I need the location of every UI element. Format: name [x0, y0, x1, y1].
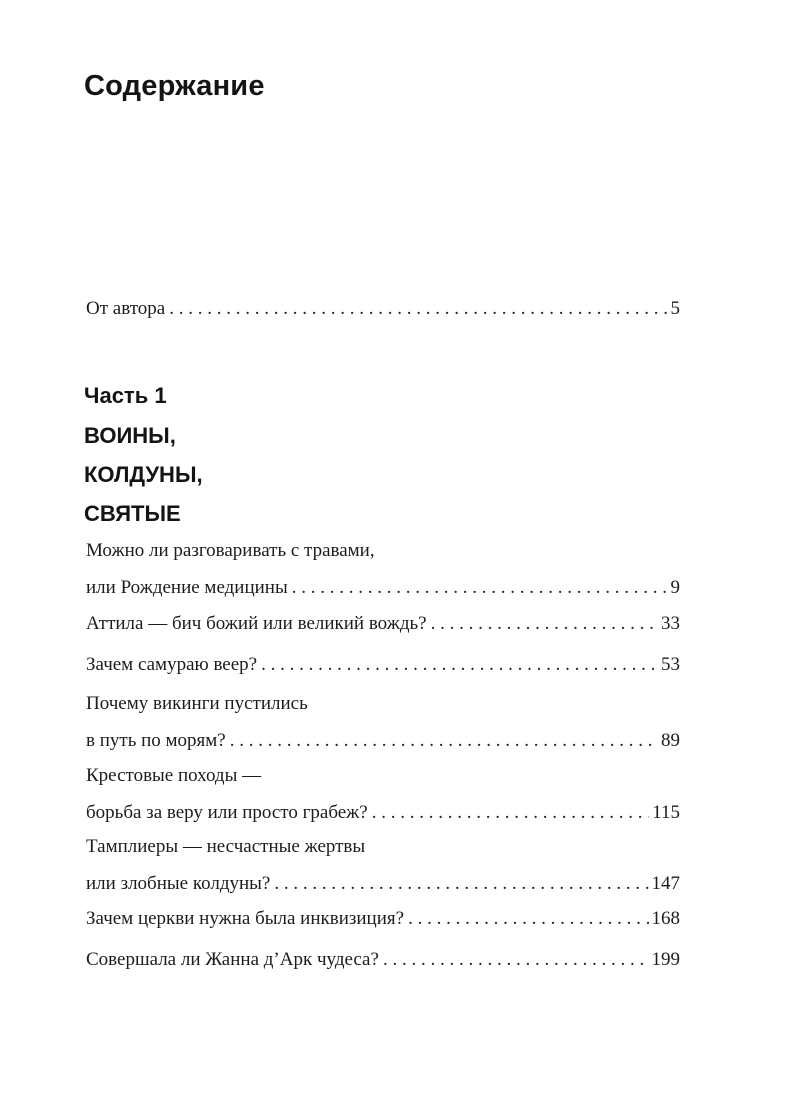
dot-leader [383, 941, 649, 978]
toc-entry-title: От автора [86, 298, 166, 319]
toc-entry-title: Крестовые походы — [86, 765, 262, 786]
toc-entry-line [86, 290, 680, 327]
part-title-line: ВОИНЫ, [84, 423, 176, 448]
part-heading [84, 376, 203, 533]
toc-page-number: 147 [651, 873, 680, 894]
toc-heading: Содержание [84, 70, 265, 102]
dot-leader [408, 900, 648, 937]
toc-entry[interactable] [86, 685, 680, 759]
part-title-line: СВЯТЫЕ [84, 501, 181, 526]
toc-page-number: 53 [661, 654, 680, 675]
part-title-line: КОЛДУНЫ, [84, 462, 203, 487]
dot-leader [372, 794, 649, 831]
part-label: Часть 1 [84, 383, 167, 408]
toc-entry-line [86, 685, 680, 722]
dot-leader [230, 722, 658, 759]
toc-entry-line [86, 569, 680, 606]
toc-entry-title: Тамплиеры — несчастные жертвы [86, 836, 366, 857]
toc-page-number: 33 [661, 613, 680, 634]
toc-entry-line [86, 865, 680, 902]
dot-leader [261, 646, 658, 683]
toc-entry[interactable] [86, 828, 680, 902]
toc-page-number: 168 [651, 908, 680, 929]
toc-entry-title: Почему викинги пустились [86, 693, 308, 714]
toc-entry-line [86, 722, 680, 759]
toc-entry-line [86, 941, 680, 978]
toc-page-number: 199 [651, 949, 680, 970]
toc-entry-title: Зачем самураю веер? [86, 654, 258, 675]
toc-entry-line [86, 532, 680, 569]
toc-entry[interactable] [86, 532, 680, 606]
toc-entry[interactable] [86, 900, 680, 937]
dot-leader [431, 605, 658, 642]
toc-entry-preface[interactable] [86, 290, 680, 327]
toc-entry-title: или Рождение медицины [86, 577, 288, 598]
toc-entry-title: в путь по морям? [86, 730, 226, 751]
toc-page-number: 5 [670, 298, 680, 319]
toc-entry-line [86, 828, 680, 865]
dot-leader [274, 865, 648, 902]
toc-entry-line [86, 757, 680, 794]
toc-entry[interactable] [86, 757, 680, 831]
toc-entry-title: Зачем церкви нужна была инквизиция? [86, 908, 405, 929]
toc-entry[interactable] [86, 605, 680, 642]
toc-entry[interactable] [86, 646, 680, 683]
toc-entry-title: или злобные колдуны? [86, 873, 271, 894]
toc-entry-line [86, 646, 680, 683]
toc-entry-title: Аттила — бич божий или великий вождь? [86, 613, 427, 634]
toc-entry-title: Можно ли разговаривать с травами, [86, 540, 375, 561]
toc-entry-line [86, 794, 680, 831]
toc-entry-line [86, 900, 680, 937]
toc-entry[interactable] [86, 941, 680, 978]
toc-page-number: 115 [652, 802, 680, 823]
toc-entry-title: Совершала ли Жанна д’Арк чудеса? [86, 949, 379, 970]
dot-leader [169, 290, 667, 327]
dot-leader [292, 569, 668, 606]
toc-entry-line [86, 605, 680, 642]
toc-page-number: 89 [661, 730, 680, 751]
toc-page-number: 9 [670, 577, 680, 598]
toc-entry-title: борьба за веру или просто грабеж? [86, 802, 368, 823]
